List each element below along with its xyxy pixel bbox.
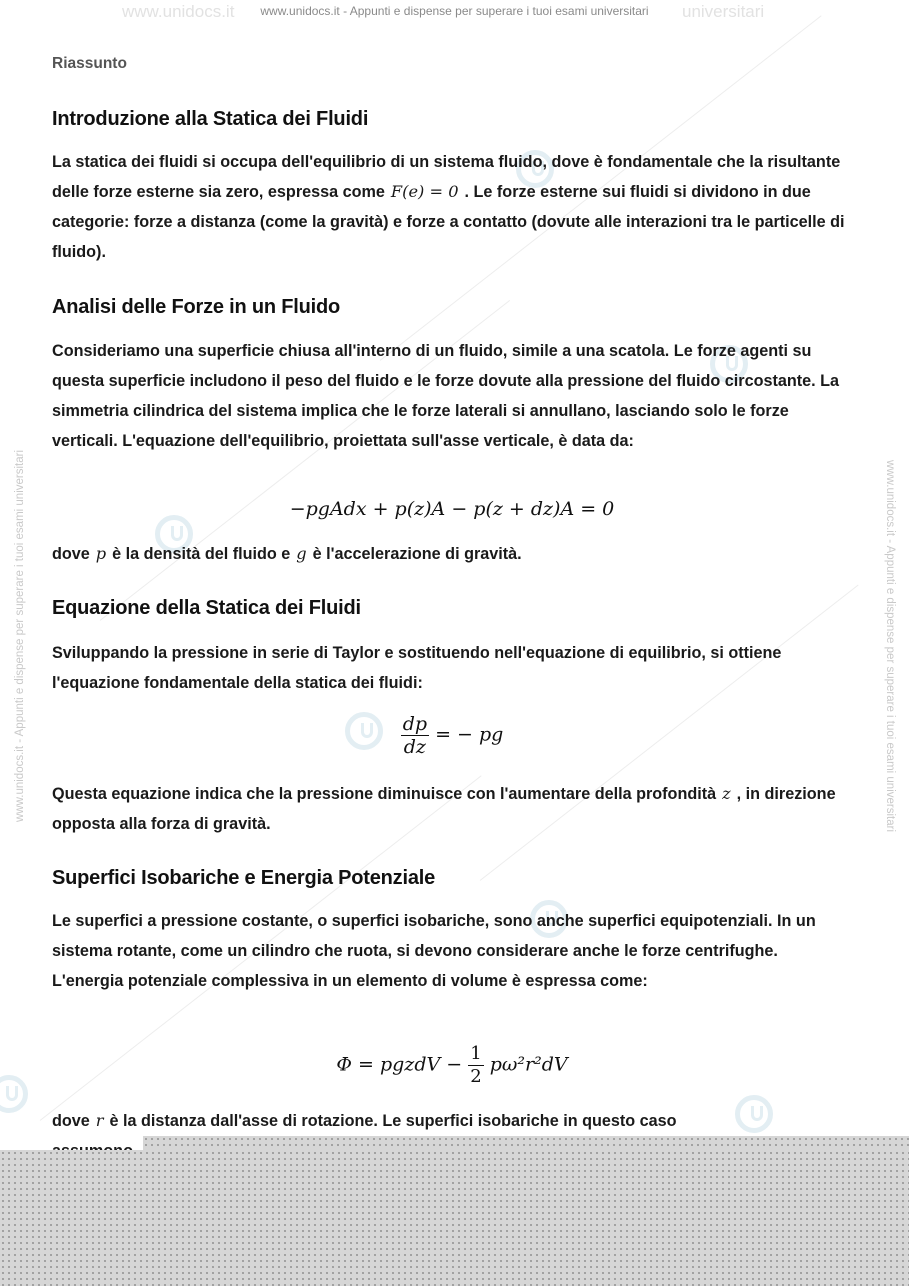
section-paragraph: dove p è la densità del fluido e g è l'accelerazione di gravità.: [52, 544, 522, 563]
section-paragraph: Sviluppando la pressione in serie di Taylor e sostituendo nell'equazione di equilibrio, si ottiene l'equazione fondamentale della statica dei fluidi:: [52, 644, 782, 692]
inline-math: g: [296, 544, 307, 563]
unidocs-logo-icon: [0, 1075, 28, 1113]
watermark-ghost-right: universitari: [682, 2, 765, 21]
fraction: $\frac{dp}{dz}$: [402, 713, 428, 758]
inline-math: p: [95, 544, 107, 563]
inline-math: F(e) = 0: [390, 182, 459, 201]
page-label: Riassunto: [52, 55, 127, 72]
section-title: Analisi delle Forze in un Fluido: [52, 296, 341, 318]
section-paragraph: Questa equazione indica che la pressione diminuisce con l'aumentare della profondità z , in direzione opposta alla forza di gravità.: [52, 784, 836, 833]
section-title: Equazione della Statica dei Fluidi: [52, 597, 361, 619]
side-watermark-right: www.unidocs.it - Appunti e dispense per superare i tuoi esami universitari: [884, 459, 896, 833]
watermark-ghost-left: www.unidocs.it: [122, 2, 235, 21]
section-paragraph: Consideriamo una superficie chiusa all'interno di un fluido, simile a una scatola. Le forze agenti su questa superficie includono il peso del fluido e le forze dovute alla pressione del fluido circostante. La simmetria cilindrica del sistema implica che le forze laterali si annullano, lasciando solo le forze verticali. L'equazione dell'equilibrio, proiettata sull'asse verticale, è data da:: [52, 342, 840, 450]
section-title: Introduzione alla Statica dei Fluidi: [52, 108, 369, 130]
inline-math: r: [95, 1111, 104, 1130]
preview-overlay: [0, 1150, 909, 1286]
section-paragraph: dove r è la distanza dall'asse di rotazione. Le superfici isobariche in questo caso: [52, 1111, 677, 1130]
equation-equilibrium: −pgAdx + p(z)A − p(z + dz)A = 0: [289, 498, 615, 520]
section-paragraph: La statica dei fluidi si occupa dell'equilibrio di un sistema fluido, dove è fondamentale che la risultante delle forze esterne sia zero, espressa come F(e) = 0 . Le forze esterne sui fluidi si dividono in due categorie: forze a distanza (come la gravità) e forze a contatto (dovute alle interazioni tra le particelle di fluido).: [52, 153, 845, 261]
side-watermark-left: www.unidocs.it - Appunti e dispense per superare i tuoi esami universitari: [14, 449, 26, 823]
equation-potential: Φ = pgzdV − $\frac{1}{2}$ pω²r²dV: [336, 1043, 568, 1087]
watermark-banner: www.unidocs.it - Appunti e dispense per superare i tuoi esami universitari: [260, 4, 649, 18]
fraction: $\frac{1}{2}$: [470, 1043, 482, 1087]
inline-math: z: [722, 784, 731, 803]
section-paragraph: Le superfici a pressione costante, o superfici isobariche, sono anche superfici equipotenziali. In un sistema rotante, come un cilindro che ruota, si devono considerare anche le forze centrifughe. L'energia potenziale complessiva in un elemento di volume è espressa come:: [52, 912, 816, 990]
equation-statics: $\frac{dp}{dz}$ = − pg: [402, 713, 504, 758]
section-title: Superfici Isobariche e Energia Potenziale: [52, 867, 436, 889]
